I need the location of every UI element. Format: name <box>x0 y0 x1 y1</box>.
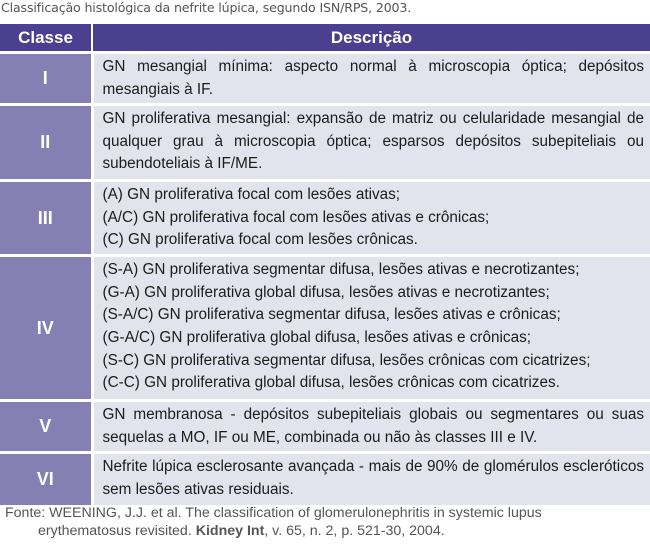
source-citation <box>5 505 542 540</box>
description-cell: GN mesangial mínima: aspecto normal à microscopia óptica; depósitos mesangiais à IF. <box>92 53 650 105</box>
description-line: (C-C) GN proliferativa global difusa, lesões crônicas com cicatrizes. <box>102 374 560 392</box>
table-header-row <box>0 24 650 53</box>
table-row-class-v <box>0 401 650 453</box>
description-cell: Nefrite lúpica esclerosante avançada - mais de 90% de glomérulos escleróticos sem lesões ativas residuais. <box>92 453 650 505</box>
table-row-class-i <box>0 53 650 105</box>
class-cell: II <box>0 105 92 181</box>
header-descricao: Descrição <box>92 24 650 53</box>
description-line: (S-C) GN proliferativa segmentar difusa, lesões crônicas com cicatrizes; <box>102 351 591 369</box>
description-cell <box>92 181 650 256</box>
class-cell: VI <box>0 453 92 505</box>
table-row-class-iv <box>0 256 650 401</box>
description-line: (S-A/C) GN proliferativa segmentar difusa, lesões ativas e crônicas; <box>102 306 561 324</box>
table-row-class-vi <box>0 453 650 505</box>
source-line-2 <box>5 523 542 541</box>
table-row-class-ii <box>0 105 650 181</box>
source-text: erythematosus revisited. <box>38 522 196 539</box>
source-line-1: Fonte: WEENING, J.J. et al. The classification of glomerulonephritis in systemic lupus <box>5 505 542 521</box>
classification-table <box>0 24 650 505</box>
class-cell: V <box>0 401 92 453</box>
description-line: (C) GN proliferativa focal com lesões crônicas. <box>102 231 418 249</box>
header-classe: Classe <box>0 24 92 53</box>
class-cell: IV <box>0 256 92 401</box>
description-line: (S-A) GN proliferativa segmentar difusa, lesões ativas e necrotizantes; <box>102 261 580 279</box>
description-cell <box>92 256 650 401</box>
description-cell: GN membranosa - depósitos subepiteliais globais ou segmentares ou suas sequelas a MO, IF ou ME, combinada ou não às classes III e IV. <box>92 401 650 453</box>
description-cell: GN proliferativa mesangial: expansão de matriz ou celularidade mesangial de qualquer grau à microscopia óptica; esparsos depósitos subepiteliais ou subendoteliais à IF/ME. <box>92 105 650 181</box>
description-line: (A) GN proliferativa focal com lesões ativas; <box>102 186 401 204</box>
source-text: , v. 65, n. 2, p. 521-30, 2004. <box>264 522 445 539</box>
class-cell: I <box>0 53 92 105</box>
description-line: (G-A) GN proliferativa global difusa, lesões ativas e necrotizantes; <box>102 283 550 301</box>
table-row-class-iii <box>0 181 650 256</box>
description-line: (A/C) GN proliferativa focal com lesões ativas e crônicas; <box>102 208 490 226</box>
table-caption: Classificação histológica da nefrite lúpica, segundo ISN/RPS, 2003. <box>1 0 412 15</box>
description-line: (G-A/C) GN proliferativa global difusa, lesões ativas e crônicas; <box>102 328 531 346</box>
journal-name: Kidney Int <box>195 522 265 539</box>
class-cell: III <box>0 181 92 256</box>
